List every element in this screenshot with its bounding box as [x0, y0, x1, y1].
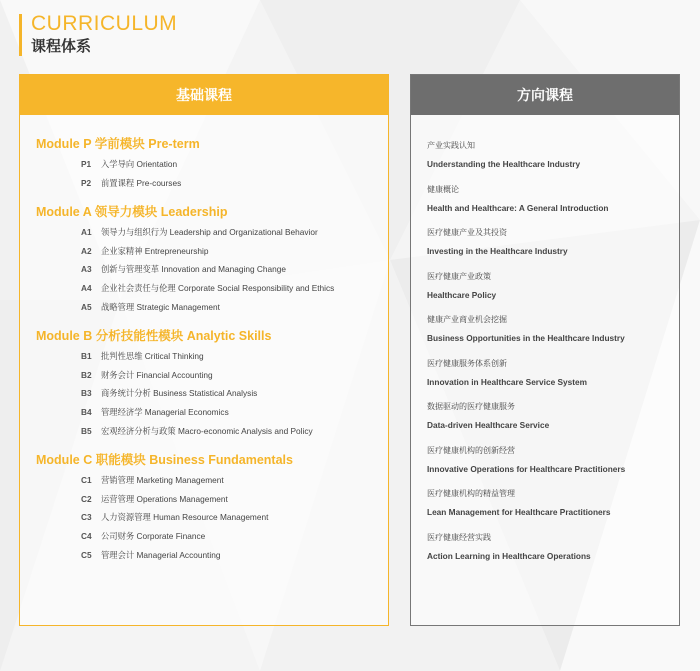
course-name: 创新与管理变革 Innovation and Managing Change	[101, 264, 286, 275]
core-courses-panel	[19, 74, 389, 626]
course-name: 公司财务 Corporate Finance	[101, 531, 206, 542]
direction-courses-header: 方向课程	[411, 75, 679, 115]
course-row	[81, 350, 204, 362]
course-row	[81, 226, 318, 238]
course-code: A5	[81, 301, 92, 312]
course-row	[81, 301, 220, 313]
direction-course-english: Investing in the Healthcare Industry	[427, 246, 568, 256]
course-code: B1	[81, 351, 92, 361]
course-code: C2	[81, 493, 92, 504]
direction-course-english: Healthcare Policy	[427, 289, 497, 300]
course-name: 管理经济学 Managerial Economics	[101, 407, 229, 418]
direction-course-chinese: 医疗健康机构的创新经营	[427, 445, 515, 455]
direction-course-chinese: 医疗健康经营实践	[427, 532, 491, 542]
course-code: C1	[81, 475, 92, 485]
course-row	[81, 425, 313, 437]
course-code: P1	[81, 159, 92, 169]
course-code: B5	[81, 425, 92, 436]
direction-course-english: Business Opportunities in the Healthcare Industry	[427, 333, 625, 343]
course-row	[81, 387, 257, 399]
course-name: 管理会计 Managerial Accounting	[101, 549, 221, 560]
direction-course-english: Action Learning in Healthcare Operations	[427, 550, 591, 561]
course-row	[81, 245, 208, 257]
accent-bar	[19, 14, 22, 56]
core-courses-header: 基础课程	[20, 75, 388, 115]
direction-course-chinese: 医疗健康机构的精益管理	[427, 489, 515, 498]
course-row	[81, 263, 286, 275]
course-row	[81, 549, 220, 561]
title-chinese: 课程体系	[31, 38, 92, 55]
direction-course-chinese: 医疗健康产业及其投资	[427, 228, 507, 237]
direction-course-english: Data-driven Healthcare Service	[427, 420, 550, 430]
course-row	[81, 369, 213, 381]
course-code: A3	[81, 264, 92, 275]
course-code: B4	[81, 407, 92, 418]
course-code: A1	[81, 227, 92, 237]
course-code: C5	[81, 549, 92, 560]
course-name: 宏观经济分析与政策 Macro-economic Analysis and Policy	[101, 425, 313, 436]
course-code: P2	[81, 177, 92, 188]
course-name: 战略管理 Strategic Management	[101, 301, 220, 312]
course-name: 人力资源管理 Human Resource Management	[101, 512, 269, 523]
course-name: 入学导向 Orientation	[101, 159, 178, 169]
course-name: 营销管理 Marketing Management	[101, 475, 224, 485]
direction-course-english: Lean Management for Healthcare Practitioners	[427, 507, 611, 517]
direction-course-chinese: 健康概论	[427, 184, 459, 194]
course-row	[81, 282, 334, 294]
course-row	[81, 530, 205, 542]
course-code: B3	[81, 388, 92, 399]
direction-courses-panel	[410, 74, 680, 626]
course-name: 商务统计分析 Business Statistical Analysis	[101, 388, 258, 399]
module-title: Module B 分析技能性模块 Analytic Skills	[36, 329, 272, 343]
module-title: Module C 职能模块 Business Fundamentals	[36, 453, 293, 467]
course-name: 财务会计 Financial Accounting	[101, 369, 213, 380]
direction-course-chinese: 医疗健康服务体系创新	[427, 358, 507, 368]
course-name: 领导力与组织行为 Leadership and Organizational Behavior	[101, 227, 318, 237]
direction-course-chinese: 产业实践认知	[427, 141, 475, 150]
course-code: B2	[81, 369, 92, 380]
direction-course-english: Innovative Operations for Healthcare Practitioners	[427, 463, 626, 474]
course-row	[81, 474, 224, 486]
course-code: A2	[81, 245, 92, 256]
course-code: C3	[81, 512, 92, 523]
course-name: 前置课程 Pre-courses	[101, 177, 182, 188]
course-code: A4	[81, 283, 92, 294]
course-row	[81, 511, 268, 523]
title-english: CURRICULUM	[31, 12, 178, 35]
course-code: C4	[81, 531, 92, 542]
course-row	[81, 406, 229, 418]
course-name: 批判性思维 Critical Thinking	[101, 351, 204, 361]
module-title: Module P 学前模块 Pre-term	[36, 137, 200, 151]
course-name: 运营管理 Operations Management	[101, 493, 228, 504]
course-name: 企业社会责任与伦理 Corporate Social Responsibility and Ethics	[101, 283, 335, 294]
course-name: 企业家精神 Entrepreneurship	[101, 245, 209, 256]
direction-course-chinese: 健康产业商业机会挖掘	[427, 315, 507, 324]
module-title: Module A 领导力模块 Leadership	[36, 205, 228, 219]
course-row	[81, 177, 181, 189]
direction-course-chinese: 医疗健康产业政策	[427, 271, 491, 281]
course-row	[81, 158, 177, 170]
direction-course-chinese: 数据驱动的医疗健康服务	[427, 402, 515, 411]
course-row	[81, 493, 228, 505]
direction-course-english: Health and Healthcare: A General Introduction	[427, 202, 609, 213]
direction-course-english: Understanding the Healthcare Industry	[427, 159, 581, 169]
direction-course-english: Innovation in Healthcare Service System	[427, 376, 588, 387]
